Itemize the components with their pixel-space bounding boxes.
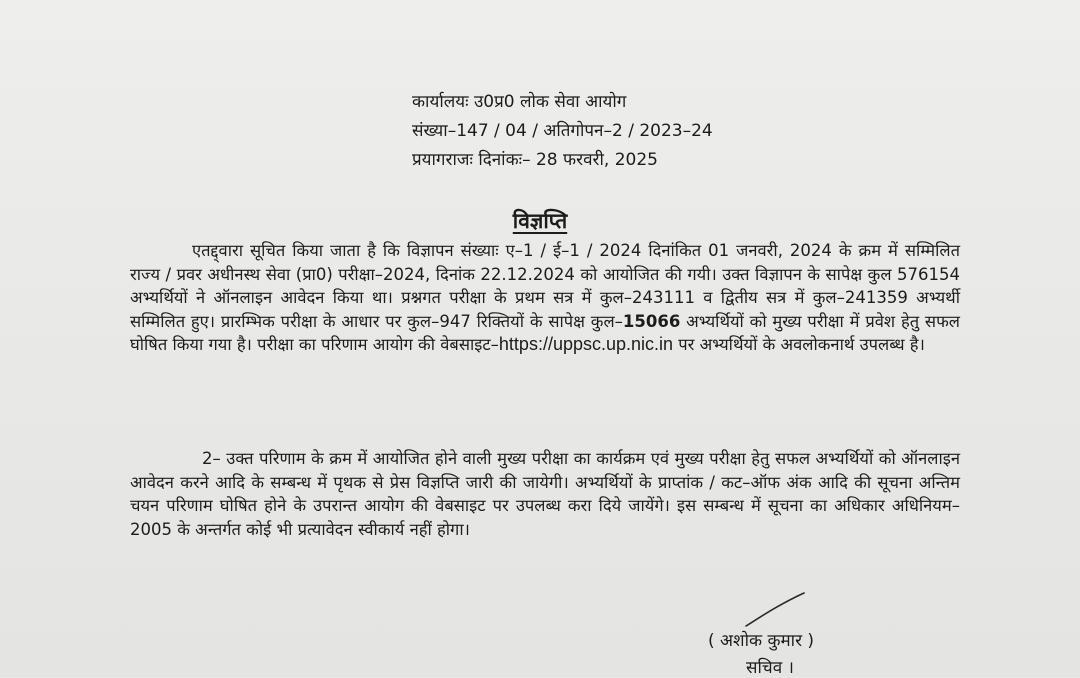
signature-stroke (740, 590, 810, 630)
reference-number: संख्या–147 / 04 / अतिगोपन–2 / 2023–24 (412, 121, 713, 141)
signatory-designation: सचिव । (746, 658, 794, 678)
letter-header (412, 88, 713, 175)
notice-title-wrap (0, 207, 1080, 235)
paragraph-1-text-c: पर अभ्यर्थियों के अवलोकनार्थ उपलब्ध है। (673, 335, 925, 354)
qualified-count: 15066 (622, 311, 681, 331)
website-link[interactable]: https://uppsc.up.nic.in (498, 334, 674, 354)
paragraph-1-text-a: एतद्द्वारा सूचित किया जाता है कि विज्ञापन संख्याः ए–1 / ई–1 / 2024 दिनांकित 01 जनवरी, 2024 के क्रम में सम्मिलित राज्य / प्रवर अधीनस्थ सेवा (प्रा0) परीक्षा–2024, दिनांक 22.12.2024 को आयोजित की गयी। उक्त विज्ञापन के सापेक्ष कुल 576154 अभ्यर्थियों ने ऑनलाइन आवेदन किया था। प्रश्नगत परीक्षा के प्रथम सत्र में कुल–243111 व द्वितीय सत्र में कुल–241359 अभ्यर्थी सम्मिलित हुए। प्रारम्भिक परीक्षा के आधार पर कुल–947 रिक्तियों के सापेक्ष कुल– (130, 241, 960, 331)
signatory-name: ( अशोक कुमार ) (708, 631, 815, 651)
paragraph-1 (130, 239, 960, 357)
place-and-date: प्रयागराजः दिनांकः– 28 फरवरी, 2025 (412, 150, 658, 170)
notice-title: विज्ञप्ति (512, 209, 568, 233)
paragraph-2: 2– उक्त परिणाम के क्रम में आयोजित होने वाली मुख्य परीक्षा का कार्यक्रम एवं मुख्य परीक्षा हेतु सफल अभ्यर्थियों को ऑनलाइन आवेदन करने आदि के सम्बन्ध में पृथक से प्रेस विज्ञप्ति जारी की जायेगी। अभ्यर्थियों के प्राप्तांक / कट–ऑफ अंक आदि की सूचना अन्तिम चयन परिणाम घोषित होने के उपरान्त आयोग की वेबसाइट पर उपलब्ध करा दिये जायेंगे। इस सम्बन्ध में सूचना का अधिकार अधिनियम–2005 के अन्तर्गत कोई भी प्रत्यावेदन स्वीकार्य नहीं होगा। (130, 449, 960, 539)
office-name: कार्यालयः उ0प्र0 लोक सेवा आयोग (412, 92, 627, 112)
paragraph-1-text-b: अभ्यर्थियों को मुख्य परीक्षा में प्रवेश हेतु सफल घोषित किया गया है। परीक्षा का परिणाम आयोग की वेबसाइट– (130, 311, 960, 354)
